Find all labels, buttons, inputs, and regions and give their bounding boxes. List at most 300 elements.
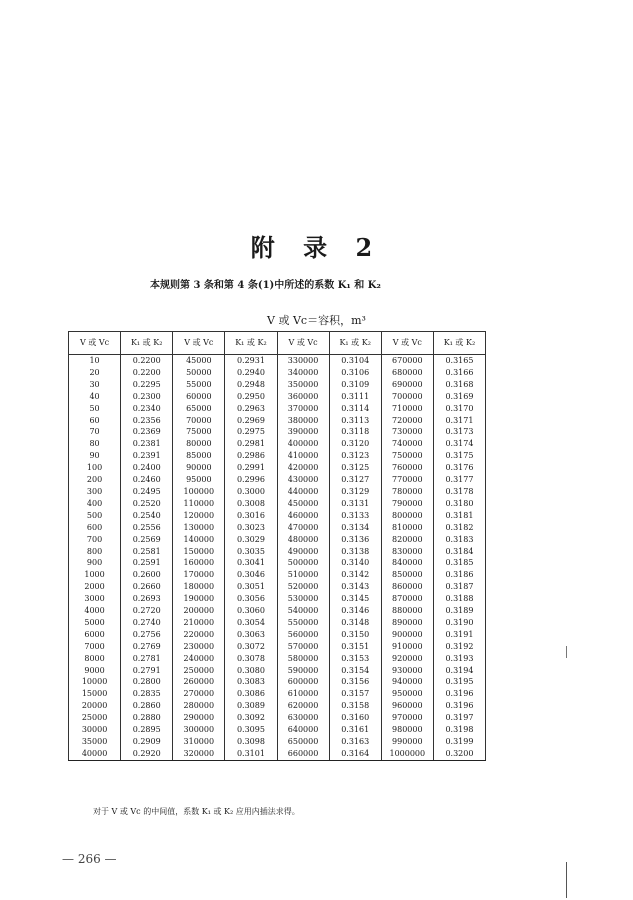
table-header-row (69, 332, 486, 355)
coefficient-cell: 0.2880 (121, 712, 173, 724)
coefficient-cell: 0.3191 (433, 629, 485, 641)
coefficient-cell: 0.2986 (225, 450, 277, 462)
coefficient-cell: 0.3063 (225, 629, 277, 641)
table-row (69, 367, 486, 379)
volume-cell: 65000 (173, 403, 225, 415)
volume-cell: 790000 (381, 498, 433, 510)
coefficient-cell: 0.3104 (329, 355, 381, 367)
volume-cell: 440000 (277, 486, 329, 498)
coefficient-cell: 0.2569 (121, 534, 173, 546)
coefficient-cell: 0.2581 (121, 546, 173, 558)
column-header: V 或 Vc (381, 332, 433, 355)
coefficient-cell: 0.3165 (433, 355, 485, 367)
coefficient-cell: 0.3080 (225, 665, 277, 677)
coefficient-cell: 0.2769 (121, 641, 173, 653)
table-row (69, 474, 486, 486)
coefficient-cell: 0.3180 (433, 498, 485, 510)
volume-cell: 270000 (173, 688, 225, 700)
coefficient-cell: 0.2295 (121, 379, 173, 391)
volume-cell: 90 (69, 450, 121, 462)
volume-cell: 900000 (381, 629, 433, 641)
volume-cell: 15000 (69, 688, 121, 700)
volume-cell: 320000 (173, 748, 225, 760)
coefficient-cell: 0.3072 (225, 641, 277, 653)
coefficient-cell: 0.2600 (121, 569, 173, 581)
coefficient-cell: 0.2975 (225, 426, 277, 438)
volume-cell: 920000 (381, 653, 433, 665)
volume-cell: 410000 (277, 450, 329, 462)
scan-edge-tick (566, 646, 567, 658)
coefficient-cell: 0.3196 (433, 688, 485, 700)
coefficient-cell: 0.3151 (329, 641, 381, 653)
coefficient-cell: 0.3109 (329, 379, 381, 391)
coefficient-cell: 0.3150 (329, 629, 381, 641)
coefficient-cell: 0.3174 (433, 438, 485, 450)
volume-cell: 40 (69, 391, 121, 403)
table-row (69, 438, 486, 450)
volume-cell: 80 (69, 438, 121, 450)
column-header: K₁ 或 K₂ (225, 332, 277, 355)
coefficient-cell: 0.2860 (121, 700, 173, 712)
coefficient-cell: 0.2835 (121, 688, 173, 700)
coefficient-cell: 0.3016 (225, 510, 277, 522)
volume-cell: 600000 (277, 676, 329, 688)
interpolation-note: 对于 V 或 Vc 的中间值，系数 K₁ 或 K₂ 应用内插法求得。 (93, 807, 300, 816)
coefficient-cell: 0.2556 (121, 522, 173, 534)
table-row (69, 426, 486, 438)
volume-cell: 400000 (277, 438, 329, 450)
volume-cell: 360000 (277, 391, 329, 403)
column-header: K₁ 或 K₂ (433, 332, 485, 355)
volume-cell: 500000 (277, 557, 329, 569)
coefficient-cell: 0.3142 (329, 569, 381, 581)
volume-cell: 510000 (277, 569, 329, 581)
coefficient-cell: 0.3153 (329, 653, 381, 665)
volume-cell: 470000 (277, 522, 329, 534)
coefficient-cell: 0.3166 (433, 367, 485, 379)
coefficient-cell: 0.3195 (433, 676, 485, 688)
volume-cell: 420000 (277, 462, 329, 474)
scan-edge-line (566, 862, 567, 898)
volume-cell: 50 (69, 403, 121, 415)
coefficient-cell: 0.3169 (433, 391, 485, 403)
coefficient-cell: 0.3168 (433, 379, 485, 391)
volume-cell: 650000 (277, 736, 329, 748)
volume-cell: 620000 (277, 700, 329, 712)
table-row (69, 522, 486, 534)
volume-cell: 930000 (381, 665, 433, 677)
volume-cell: 30 (69, 379, 121, 391)
volume-cell: 490000 (277, 546, 329, 558)
coefficient-cell: 0.2200 (121, 355, 173, 367)
coefficient-cell: 0.3188 (433, 593, 485, 605)
volume-cell: 610000 (277, 688, 329, 700)
table-row (69, 498, 486, 510)
volume-cell: 500 (69, 510, 121, 522)
volume-cell: 940000 (381, 676, 433, 688)
coefficient-cell: 0.3143 (329, 581, 381, 593)
table-row (69, 534, 486, 546)
volume-cell: 50000 (173, 367, 225, 379)
volume-cell: 3000 (69, 593, 121, 605)
volume-cell: 350000 (277, 379, 329, 391)
volume-cell: 880000 (381, 605, 433, 617)
volume-cell: 910000 (381, 641, 433, 653)
table-row (69, 391, 486, 403)
coefficient-cell: 0.3125 (329, 462, 381, 474)
coefficient-cell: 0.3164 (329, 748, 381, 760)
volume-cell: 680000 (381, 367, 433, 379)
volume-cell: 720000 (381, 415, 433, 427)
volume-cell: 75000 (173, 426, 225, 438)
volume-cell: 20000 (69, 700, 121, 712)
volume-cell: 850000 (381, 569, 433, 581)
coefficient-cell: 0.3136 (329, 534, 381, 546)
volume-cell: 60 (69, 415, 121, 427)
coefficient-cell: 0.3113 (329, 415, 381, 427)
coefficient-cell: 0.3148 (329, 617, 381, 629)
volume-cell: 700 (69, 534, 121, 546)
coefficient-cell: 0.2800 (121, 676, 173, 688)
coefficient-cell: 0.3086 (225, 688, 277, 700)
coefficient-cell: 0.3161 (329, 724, 381, 736)
page-number: — 266 — (62, 852, 117, 866)
volume-cell: 770000 (381, 474, 433, 486)
coefficient-cell: 0.2400 (121, 462, 173, 474)
coefficient-cell: 0.3111 (329, 391, 381, 403)
volume-cell: 590000 (277, 665, 329, 677)
coefficient-cell: 0.2591 (121, 557, 173, 569)
coefficient-cell: 0.2931 (225, 355, 277, 367)
table-row (69, 403, 486, 415)
volume-cell: 820000 (381, 534, 433, 546)
coefficient-cell: 0.3140 (329, 557, 381, 569)
coefficient-cell: 0.3000 (225, 486, 277, 498)
coefficient-cell: 0.3131 (329, 498, 381, 510)
volume-cell: 640000 (277, 724, 329, 736)
coefficient-cell: 0.3157 (329, 688, 381, 700)
coefficient-cell: 0.3146 (329, 605, 381, 617)
volume-cell: 200000 (173, 605, 225, 617)
coefficient-cell: 0.3186 (433, 569, 485, 581)
coefficient-cell: 0.3178 (433, 486, 485, 498)
volume-cell: 600 (69, 522, 121, 534)
coefficient-cell: 0.2981 (225, 438, 277, 450)
volume-cell: 570000 (277, 641, 329, 653)
coefficient-cell: 0.3192 (433, 641, 485, 653)
coefficient-cell: 0.2895 (121, 724, 173, 736)
table-row (69, 653, 486, 665)
volume-cell: 7000 (69, 641, 121, 653)
table-caption: 本规则第 3 条和第 4 条(1)中所述的系数 K₁ 和 K₂ (150, 280, 381, 291)
coefficient-cell: 0.3083 (225, 676, 277, 688)
table-row (69, 379, 486, 391)
volume-cell: 730000 (381, 426, 433, 438)
volume-cell: 2000 (69, 581, 121, 593)
volume-cell: 140000 (173, 534, 225, 546)
volume-cell: 170000 (173, 569, 225, 581)
coefficient-cell: 0.3035 (225, 546, 277, 558)
coefficient-cell: 0.3134 (329, 522, 381, 534)
coefficient-cell: 0.3199 (433, 736, 485, 748)
coefficient-cell: 0.3029 (225, 534, 277, 546)
appendix-title: 附 录 2 (250, 233, 383, 262)
coefficient-cell: 0.3163 (329, 736, 381, 748)
coefficient-cell: 0.2781 (121, 653, 173, 665)
volume-cell: 110000 (173, 498, 225, 510)
coefficient-cell: 0.2520 (121, 498, 173, 510)
table-row (69, 462, 486, 474)
volume-cell: 670000 (381, 355, 433, 367)
volume-cell: 300 (69, 486, 121, 498)
column-header: V 或 Vc (277, 332, 329, 355)
volume-cell: 1000000 (381, 748, 433, 760)
coefficient-cell: 0.3193 (433, 653, 485, 665)
volume-cell: 70000 (173, 415, 225, 427)
table-row (69, 724, 486, 736)
table-row (69, 676, 486, 688)
volume-cell: 960000 (381, 700, 433, 712)
coefficient-cell: 0.2540 (121, 510, 173, 522)
volume-cell: 80000 (173, 438, 225, 450)
coefficient-cell: 0.3101 (225, 748, 277, 760)
coefficient-cell: 0.2381 (121, 438, 173, 450)
volume-cell: 800000 (381, 510, 433, 522)
volume-cell: 8000 (69, 653, 121, 665)
coefficient-cell: 0.3173 (433, 426, 485, 438)
coefficient-cell: 0.3156 (329, 676, 381, 688)
coefficient-cell: 0.3196 (433, 700, 485, 712)
volume-cell: 220000 (173, 629, 225, 641)
volume-cell: 5000 (69, 617, 121, 629)
volume-cell: 540000 (277, 605, 329, 617)
coefficient-cell: 0.3138 (329, 546, 381, 558)
volume-cell: 630000 (277, 712, 329, 724)
volume-cell: 1000 (69, 569, 121, 581)
coefficient-cell: 0.3041 (225, 557, 277, 569)
table-row (69, 486, 486, 498)
coefficient-cell: 0.3060 (225, 605, 277, 617)
coefficient-cell: 0.3184 (433, 546, 485, 558)
table-body (69, 355, 486, 761)
volume-cell: 330000 (277, 355, 329, 367)
coefficient-table (68, 331, 486, 761)
volume-cell: 890000 (381, 617, 433, 629)
table-row (69, 629, 486, 641)
coefficient-cell: 0.2660 (121, 581, 173, 593)
coefficient-cell: 0.3127 (329, 474, 381, 486)
coefficient-cell: 0.3095 (225, 724, 277, 736)
table-row (69, 617, 486, 629)
volume-cell: 660000 (277, 748, 329, 760)
volume-cell: 240000 (173, 653, 225, 665)
coefficient-cell: 0.3197 (433, 712, 485, 724)
volume-cell: 160000 (173, 557, 225, 569)
volume-cell: 10 (69, 355, 121, 367)
coefficient-cell: 0.3051 (225, 581, 277, 593)
volume-cell: 340000 (277, 367, 329, 379)
coefficient-cell: 0.3092 (225, 712, 277, 724)
coefficient-cell: 0.3118 (329, 426, 381, 438)
volume-cell: 95000 (173, 474, 225, 486)
coefficient-cell: 0.3200 (433, 748, 485, 760)
table-row (69, 700, 486, 712)
volume-cell: 9000 (69, 665, 121, 677)
table-row (69, 510, 486, 522)
coefficient-cell: 0.2693 (121, 593, 173, 605)
coefficient-cell: 0.2950 (225, 391, 277, 403)
coefficient-cell: 0.2740 (121, 617, 173, 629)
coefficient-cell: 0.3198 (433, 724, 485, 736)
volume-cell: 150000 (173, 546, 225, 558)
coefficient-cell: 0.3183 (433, 534, 485, 546)
column-header: V 或 Vc (173, 332, 225, 355)
column-header: K₁ 或 K₂ (121, 332, 173, 355)
volume-cell: 35000 (69, 736, 121, 748)
volume-cell: 860000 (381, 581, 433, 593)
coefficient-cell: 0.2369 (121, 426, 173, 438)
volume-cell: 520000 (277, 581, 329, 593)
coefficient-cell: 0.3106 (329, 367, 381, 379)
coefficient-cell: 0.3078 (225, 653, 277, 665)
volume-cell: 760000 (381, 462, 433, 474)
coefficient-cell: 0.3145 (329, 593, 381, 605)
coefficient-cell: 0.3194 (433, 665, 485, 677)
coefficient-cell: 0.2720 (121, 605, 173, 617)
volume-cell: 980000 (381, 724, 433, 736)
table-row (69, 415, 486, 427)
volume-cell: 45000 (173, 355, 225, 367)
volume-cell: 6000 (69, 629, 121, 641)
coefficient-cell: 0.2940 (225, 367, 277, 379)
volume-cell: 40000 (69, 748, 121, 760)
table-row (69, 557, 486, 569)
coefficient-cell: 0.3190 (433, 617, 485, 629)
volume-cell: 560000 (277, 629, 329, 641)
volume-cell: 870000 (381, 593, 433, 605)
volume-cell: 130000 (173, 522, 225, 534)
volume-cell: 830000 (381, 546, 433, 558)
coefficient-cell: 0.3182 (433, 522, 485, 534)
volume-cell: 400 (69, 498, 121, 510)
coefficient-cell: 0.3176 (433, 462, 485, 474)
volume-cell: 180000 (173, 581, 225, 593)
coefficient-cell: 0.3133 (329, 510, 381, 522)
table-row (69, 736, 486, 748)
table-row (69, 569, 486, 581)
coefficient-cell: 0.2969 (225, 415, 277, 427)
volume-cell: 250000 (173, 665, 225, 677)
coefficient-cell: 0.3114 (329, 403, 381, 415)
table-row (69, 450, 486, 462)
volume-cell: 100000 (173, 486, 225, 498)
volume-cell: 120000 (173, 510, 225, 522)
volume-cell: 25000 (69, 712, 121, 724)
table-row (69, 546, 486, 558)
coefficient-cell: 0.3170 (433, 403, 485, 415)
coefficient-cell: 0.3189 (433, 605, 485, 617)
volume-cell: 190000 (173, 593, 225, 605)
volume-cell: 810000 (381, 522, 433, 534)
volume-cell: 580000 (277, 653, 329, 665)
coefficient-cell: 0.3154 (329, 665, 381, 677)
volume-cell: 230000 (173, 641, 225, 653)
coefficient-cell: 0.3056 (225, 593, 277, 605)
table-row (69, 593, 486, 605)
table-row (69, 665, 486, 677)
volume-cell: 90000 (173, 462, 225, 474)
volume-cell: 290000 (173, 712, 225, 724)
volume-cell: 900 (69, 557, 121, 569)
volume-cell: 460000 (277, 510, 329, 522)
volume-cell: 800 (69, 546, 121, 558)
volume-cell: 300000 (173, 724, 225, 736)
volume-cell: 70 (69, 426, 121, 438)
table-row (69, 748, 486, 760)
volume-cell: 20 (69, 367, 121, 379)
coefficient-cell: 0.3160 (329, 712, 381, 724)
table-row (69, 355, 486, 367)
volume-cell: 280000 (173, 700, 225, 712)
volume-cell: 380000 (277, 415, 329, 427)
coefficient-cell: 0.3185 (433, 557, 485, 569)
coefficient-cell: 0.2340 (121, 403, 173, 415)
volume-cell: 60000 (173, 391, 225, 403)
table-row (69, 688, 486, 700)
volume-cell: 370000 (277, 403, 329, 415)
volume-cell: 260000 (173, 676, 225, 688)
coefficient-cell: 0.3177 (433, 474, 485, 486)
coefficient-cell: 0.3123 (329, 450, 381, 462)
coefficient-cell: 0.3181 (433, 510, 485, 522)
coefficient-cell: 0.3023 (225, 522, 277, 534)
coefficient-cell: 0.2996 (225, 474, 277, 486)
coefficient-cell: 0.2756 (121, 629, 173, 641)
volume-cell: 450000 (277, 498, 329, 510)
volume-cell: 200 (69, 474, 121, 486)
coefficient-cell: 0.3054 (225, 617, 277, 629)
coefficient-cell: 0.2495 (121, 486, 173, 498)
table-row (69, 581, 486, 593)
coefficient-cell: 0.2300 (121, 391, 173, 403)
volume-cell: 740000 (381, 438, 433, 450)
volume-cell: 480000 (277, 534, 329, 546)
volume-cell: 55000 (173, 379, 225, 391)
volume-cell: 4000 (69, 605, 121, 617)
column-header: K₁ 或 K₂ (329, 332, 381, 355)
volume-cell: 390000 (277, 426, 329, 438)
volume-cell: 430000 (277, 474, 329, 486)
volume-cell: 840000 (381, 557, 433, 569)
volume-cell: 10000 (69, 676, 121, 688)
coefficient-cell: 0.2391 (121, 450, 173, 462)
volume-cell: 100 (69, 462, 121, 474)
coefficient-cell: 0.2200 (121, 367, 173, 379)
coefficient-cell: 0.2909 (121, 736, 173, 748)
coefficient-cell: 0.3171 (433, 415, 485, 427)
coefficient-cell: 0.3187 (433, 581, 485, 593)
volume-cell: 85000 (173, 450, 225, 462)
coefficient-cell: 0.3046 (225, 569, 277, 581)
coefficient-cell: 0.3098 (225, 736, 277, 748)
volume-cell: 530000 (277, 593, 329, 605)
table-row (69, 641, 486, 653)
volume-cell: 700000 (381, 391, 433, 403)
unit-line: V 或 Vc＝容积，m³ (267, 314, 366, 327)
coefficient-cell: 0.3129 (329, 486, 381, 498)
coefficient-cell: 0.2460 (121, 474, 173, 486)
volume-cell: 550000 (277, 617, 329, 629)
